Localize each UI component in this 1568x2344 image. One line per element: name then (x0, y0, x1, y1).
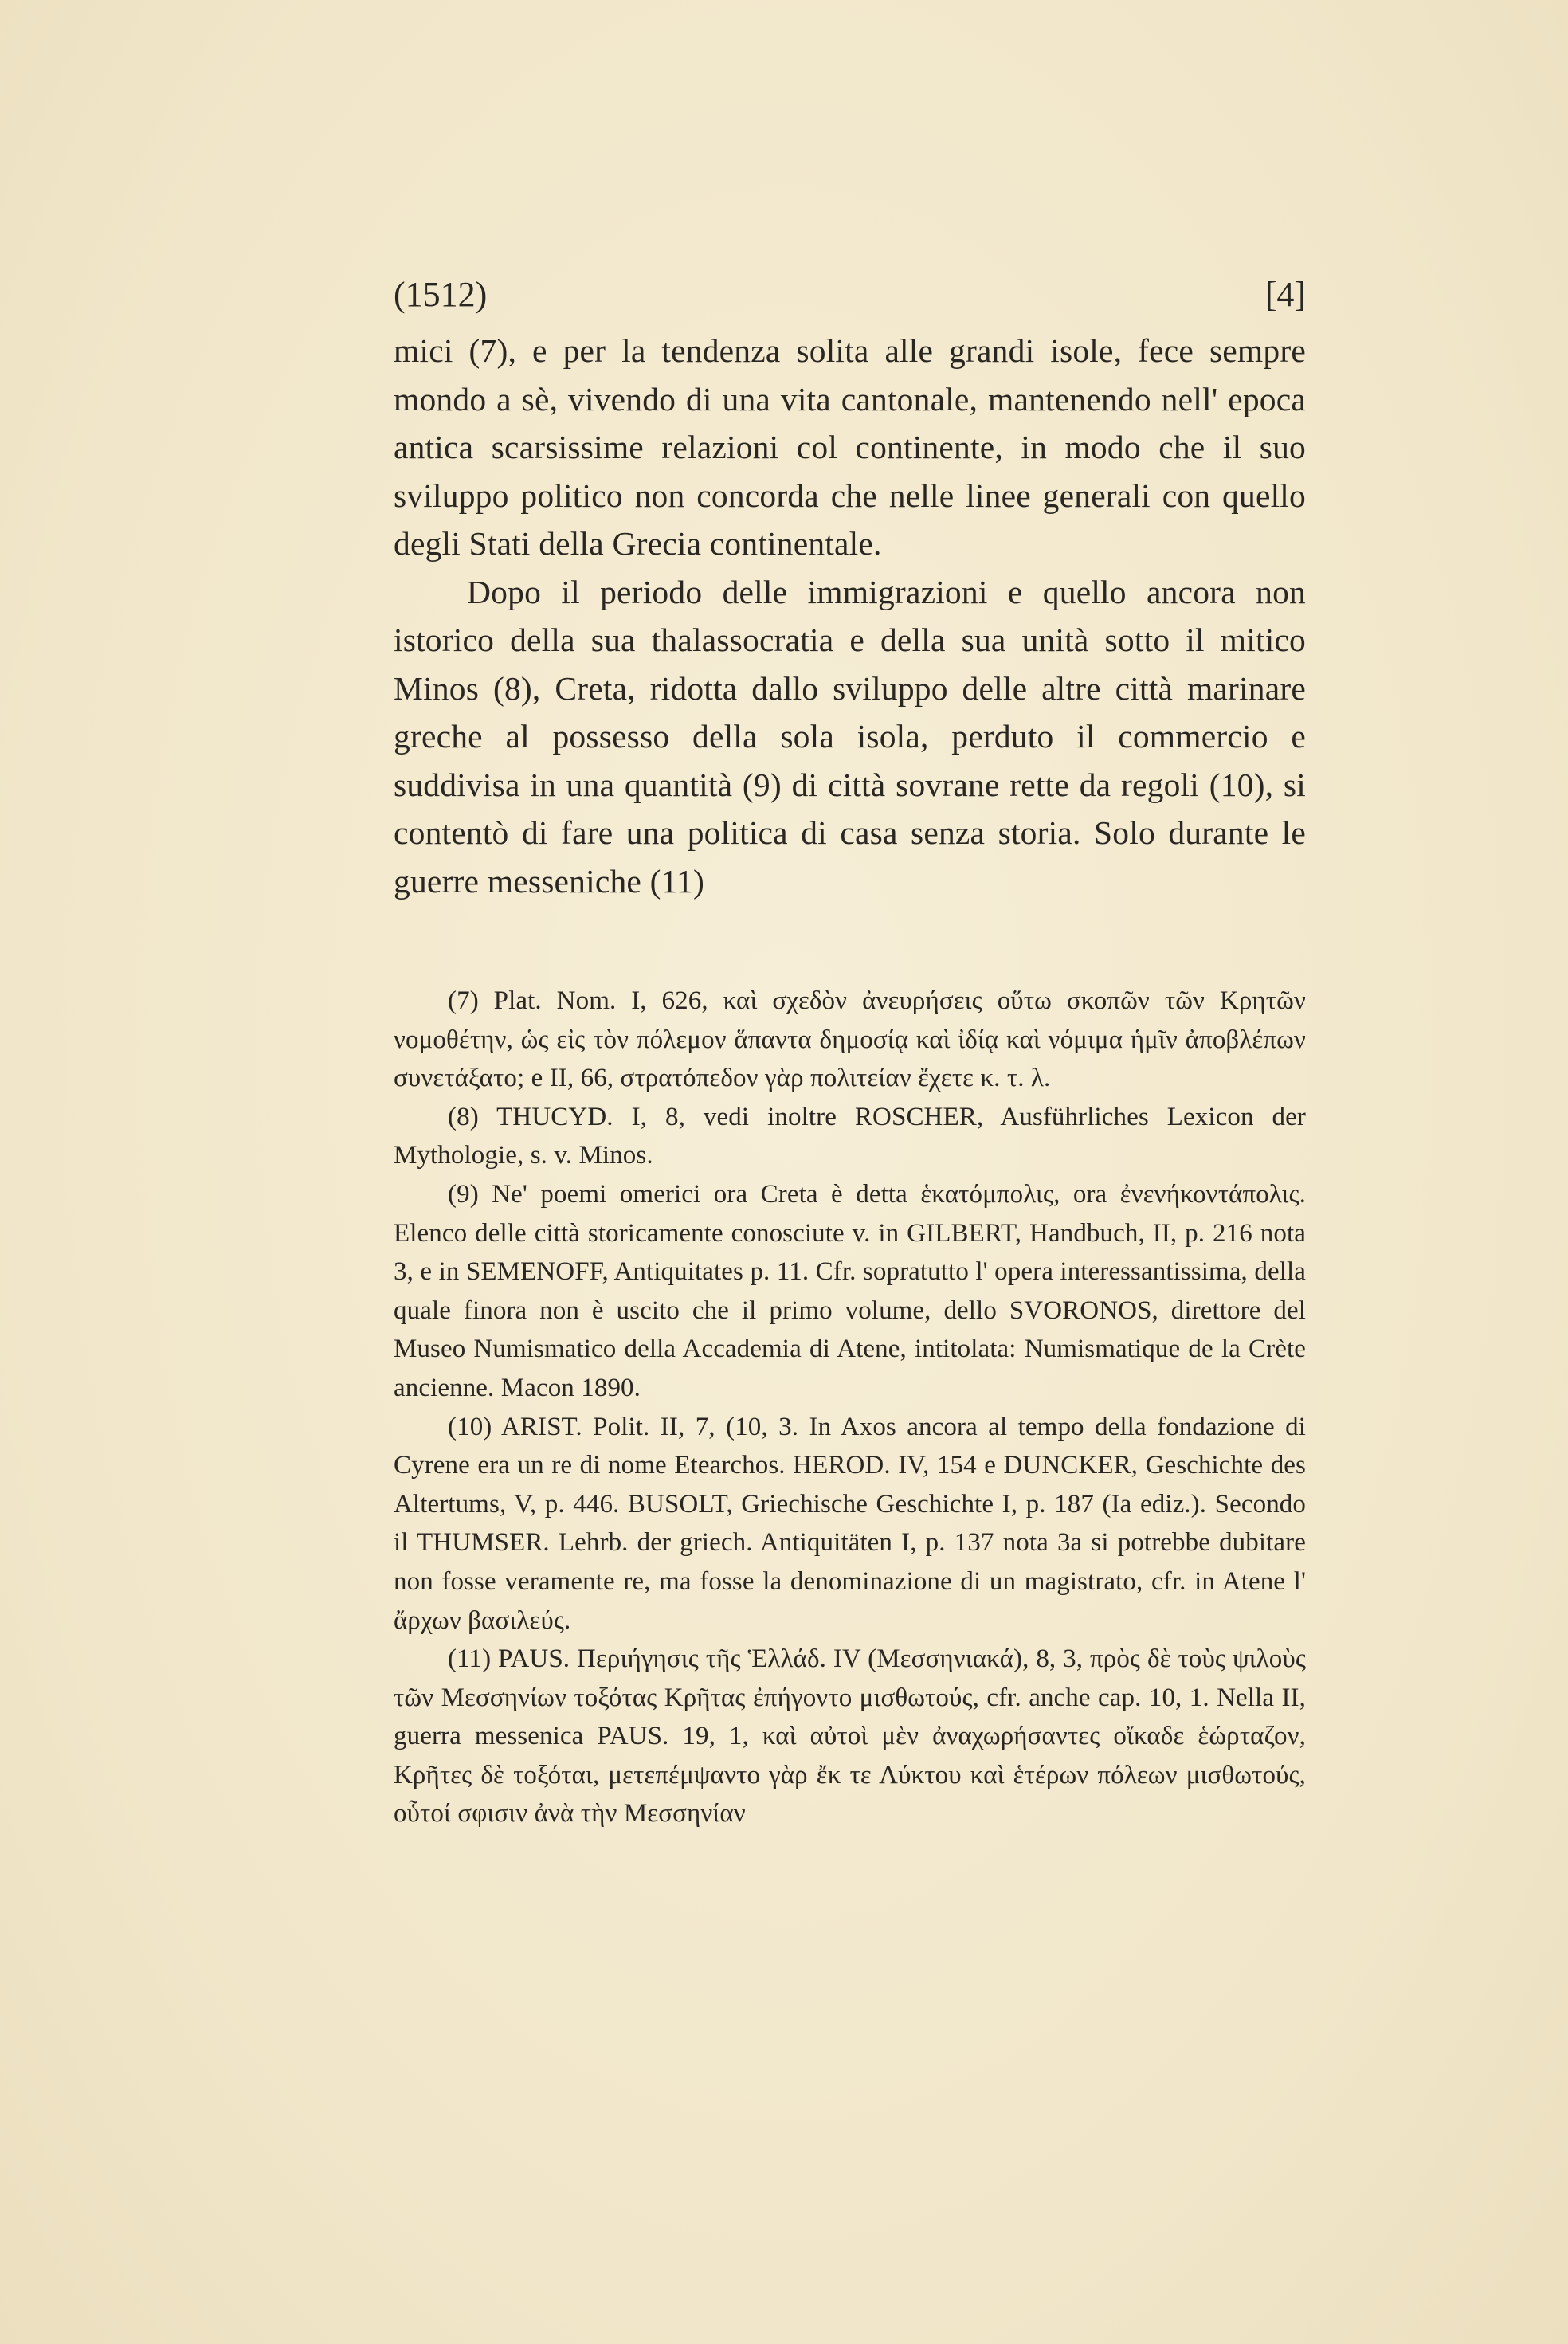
body-paragraph-1: mici (7), e per la tendenza solita alle grandi isole, fece sempre mondo a sè, vivendo di una vita cantonale, mantenendo nell' epoca antica scarsissime relazioni col continente, in modo che il suo sviluppo politico non concorda che nelle linee generali con quello degli Stati della Grecia continentale. (394, 332, 1306, 562)
footnote-10: (10) ARIST. Polit. II, 7, (10, 3. In Axos ancora al tempo della fondazione di Cyrene era un re di nome Etearchos. HEROD. IV, 154 e DUNCKER, Geschichte des Altertums, V, p. 446. BUSOLT, Griechische Geschichte I, p. 187 (Ia ediz.). Secondo il THUMSER. Lehrb. der griech. Antiquitäten I, p. 137 nota 3a si potrebbe dubitare non fosse veramente re, ma fosse la denominazione di un magistrato, cfr. in Atene l' ἄρχων βασιλεύς. (394, 1412, 1306, 1635)
running-header (394, 274, 1306, 322)
folio-marker: [4] (1264, 275, 1306, 314)
footnote-11: (11) PAUS. Περιήγησις τῆς Ἑλλάδ. IV (Μεσσηνιακά), 8, 3, πρὸς δὲ τοὺς ψιλοὺς τῶν Μεσσηνίων τοξότας Κρῆτας ἐπήγοντο μισθωτούς, cfr. anche cap. 10, 1. Nella II, guerra messenica PAUS. 19, 1, καὶ αὐτοὶ μὲν ἀναχωρήσαντες οἴκαδε ἑώρταζον, Κρῆτες δὲ τοξόται, μετεπέμψαντο γὰρ ἔκ τε Λύκτου καὶ ἑτέρων πόλεων μισθωτούς, οὗτοί σφισιν ἀνὰ τὴν Μεσσηνίαν (394, 1644, 1306, 1829)
footnotes (394, 982, 1306, 1833)
body-paragraph-2: Dopo il periodo delle immigrazioni e quello ancora non istorico della sua thalassocratia e della sua unità sotto il mitico Minos (8), Creta, ridotta dallo sviluppo delle altre città marinare greche al possesso della sola isola, perduto il commercio e suddivisa in una quantità (9) di città sovrane rette da regoli (10), si contentò di fare una politica di casa senza storia. Solo durante le guerre messeniche (11) (394, 573, 1306, 900)
footnote-9: (9) Ne' poemi omerici ora Creta è detta ἑκατόμπολις, ora ἐνενήκοντάπολις. Elenco delle città storicamente conosciute v. in GILBERT, Handbuch, II, p. 216 nota 3, e in SEMENOFF, Antiquitates p. 11. Cfr. sopratutto l' opera interessantissima, della quale finora non è uscito che il primo volume, dello SVORONOS, direttore del Museo Numismatico della Accademia di Atene, intitolata: Numismatique de la Crète ancienne. Macon 1890. (394, 1179, 1306, 1402)
page-number: (1512) (394, 275, 488, 314)
footnote-8: (8) THUCYD. I, 8, vedi inoltre ROSCHER, Ausführliches Lexicon der Mythologie, s. v. Minos. (394, 1102, 1306, 1170)
main-text (394, 327, 1306, 905)
footnote-7: (7) Plat. Nom. I, 626, καὶ σχεδὸν ἀνευρήσεις οὕτω σκοπῶν τῶν Κρητῶν νομοθέτην, ὡς εἰς τὸν πόλεμον ἅπαντα δημοσίᾳ καὶ ἰδίᾳ καὶ νόμιμα ἡμῖν ἀποβλέπων συνετάξατο; e II, 66, στρατόπεδον γὰρ πολιτείαν ἔχετε κ. τ. λ. (394, 986, 1306, 1093)
